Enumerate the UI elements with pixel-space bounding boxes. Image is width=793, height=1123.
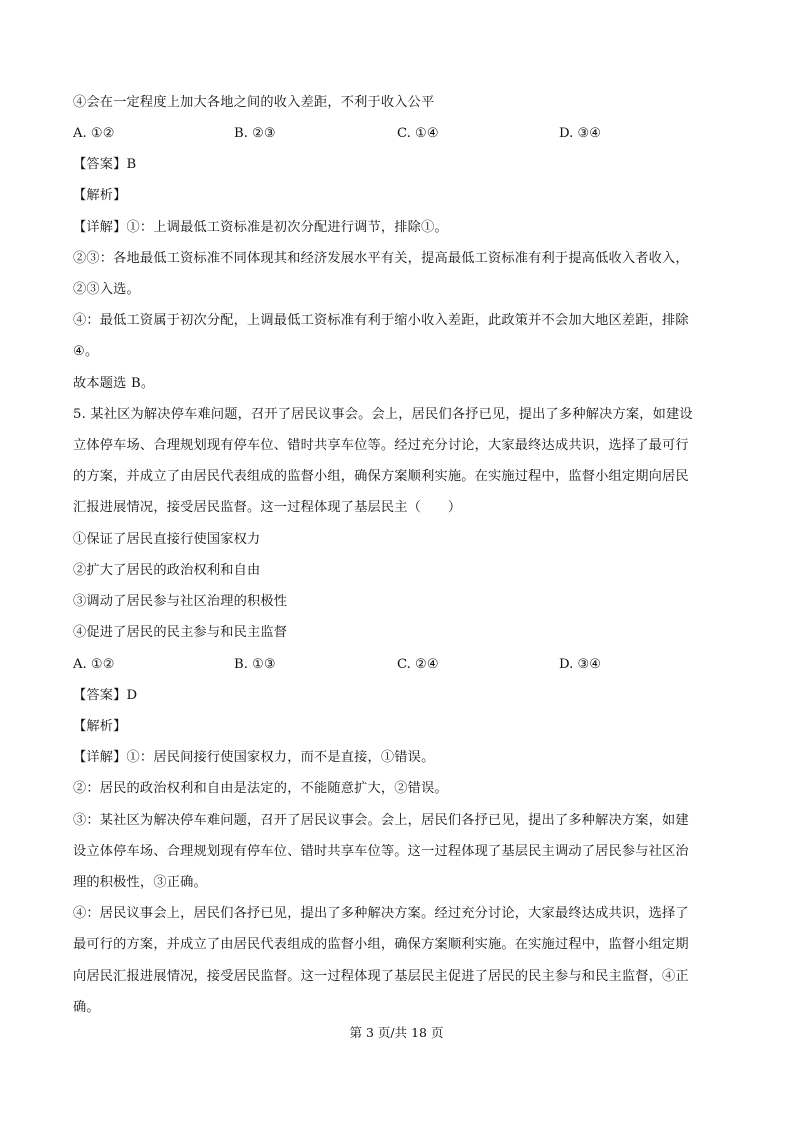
q5-option-3: ③调动了居民参与社区治理的积极性	[73, 594, 288, 609]
q5-analysis-label: 【解析】	[73, 719, 127, 734]
q5-choice-d: D. ③④	[559, 657, 602, 672]
q4-option-4: ④会在一定程度上加大各地之间的收入差距，不利于收入公平	[73, 95, 435, 110]
q4-detail-line: ②③入选。	[73, 282, 140, 297]
q4-analysis-label: 【解析】	[73, 188, 127, 203]
q5-detail-line: ②：居民的政治权利和自由是法定的，不能随意扩大，②错误。	[73, 781, 448, 796]
q5-choice-a: A. ①②	[73, 657, 115, 672]
q4-answer: 【答案】B	[73, 157, 137, 172]
q5-stem-line: 汇报进展情况，接受居民监督。这一过程体现了基层民主（ ）	[73, 500, 462, 515]
q5-stem-line: 的方案，并成立了由居民代表组成的监督小组，确保方案顺利实施。在实施过程中，监督小组定期向居民	[73, 469, 689, 484]
q5-detail-line: 设立体停车场、合理规划现有停车位、错时共享车位等。这一过程体现了基层民主调动了居民参与社区治	[73, 844, 689, 859]
q5-option-4: ④促进了居民的民主参与和民主监督	[73, 625, 288, 640]
q4-choice-b: B. ②③	[234, 126, 276, 141]
q5-detail-line: 【详解】①：居民间接行使国家权力，而不是直接，①错误。	[73, 750, 435, 765]
q4-conclusion: 故本题选 B。	[73, 376, 155, 391]
q4-detail-line: ④：最低工资属于初次分配，上调最低工资标准有利于缩小收入差距，此政策并不会加大地区差距，排除	[73, 313, 689, 328]
q5-detail-line: ④：居民议事会上，居民们各抒已见，提出了多种解决方案。经过充分讨论，大家最终达成共识，选择了	[73, 906, 689, 921]
q5-detail-line: 最可行的方案，并成立了由居民代表组成的监督小组，确保方案顺利实施。在实施过程中，监督小组定期	[73, 937, 689, 952]
q5-option-2: ②扩大了居民的政治权利和自由	[73, 563, 261, 578]
q5-detail-line: 确。	[73, 1000, 100, 1015]
q5-answer: 【答案】D	[73, 688, 138, 703]
q5-stem-line: 立体停车场、合理规划现有停车位、错时共享车位等。经过充分讨论，大家最终达成共识，选择了最可行	[73, 438, 689, 453]
q5-choices	[73, 655, 723, 675]
q4-choices	[73, 124, 723, 144]
q5-stem-line: 5. 某社区为解决停车难问题，召开了居民议事会。会上，居民们各抒已见，提出了多种解决方案，如建设	[73, 407, 693, 422]
q5-option-1: ①保证了居民直接行使国家权力	[73, 532, 261, 547]
q5-detail-line: ③：某社区为解决停车难问题，召开了居民议事会。会上，居民们各抒已见，提出了多种解决方案，如建	[73, 813, 689, 828]
q5-choice-b: B. ①③	[234, 657, 276, 672]
page-number-footer: 第 3 页/共 18 页	[349, 1025, 444, 1040]
q4-choice-d: D. ③④	[559, 126, 602, 141]
q5-detail-line: 向居民汇报进展情况，接受居民监督。这一过程体现了基层民主促进了居民的民主参与和民主监督，④正	[73, 969, 689, 984]
q5-detail-line: 理的积极性，③正确。	[73, 875, 207, 890]
q4-detail-line: 【详解】①：上调最低工资标准是初次分配进行调节，排除①。	[73, 220, 448, 235]
q4-detail-line: ②③：各地最低工资标准不同体现其和经济发展水平有关，提高最低工资标准有利于提高低收入者收入，	[73, 251, 689, 266]
q4-choice-c: C. ①④	[397, 126, 439, 141]
q4-detail-line: ④。	[73, 344, 99, 359]
q4-choice-a: A. ①②	[73, 126, 115, 141]
q5-choice-c: C. ②④	[397, 657, 439, 672]
